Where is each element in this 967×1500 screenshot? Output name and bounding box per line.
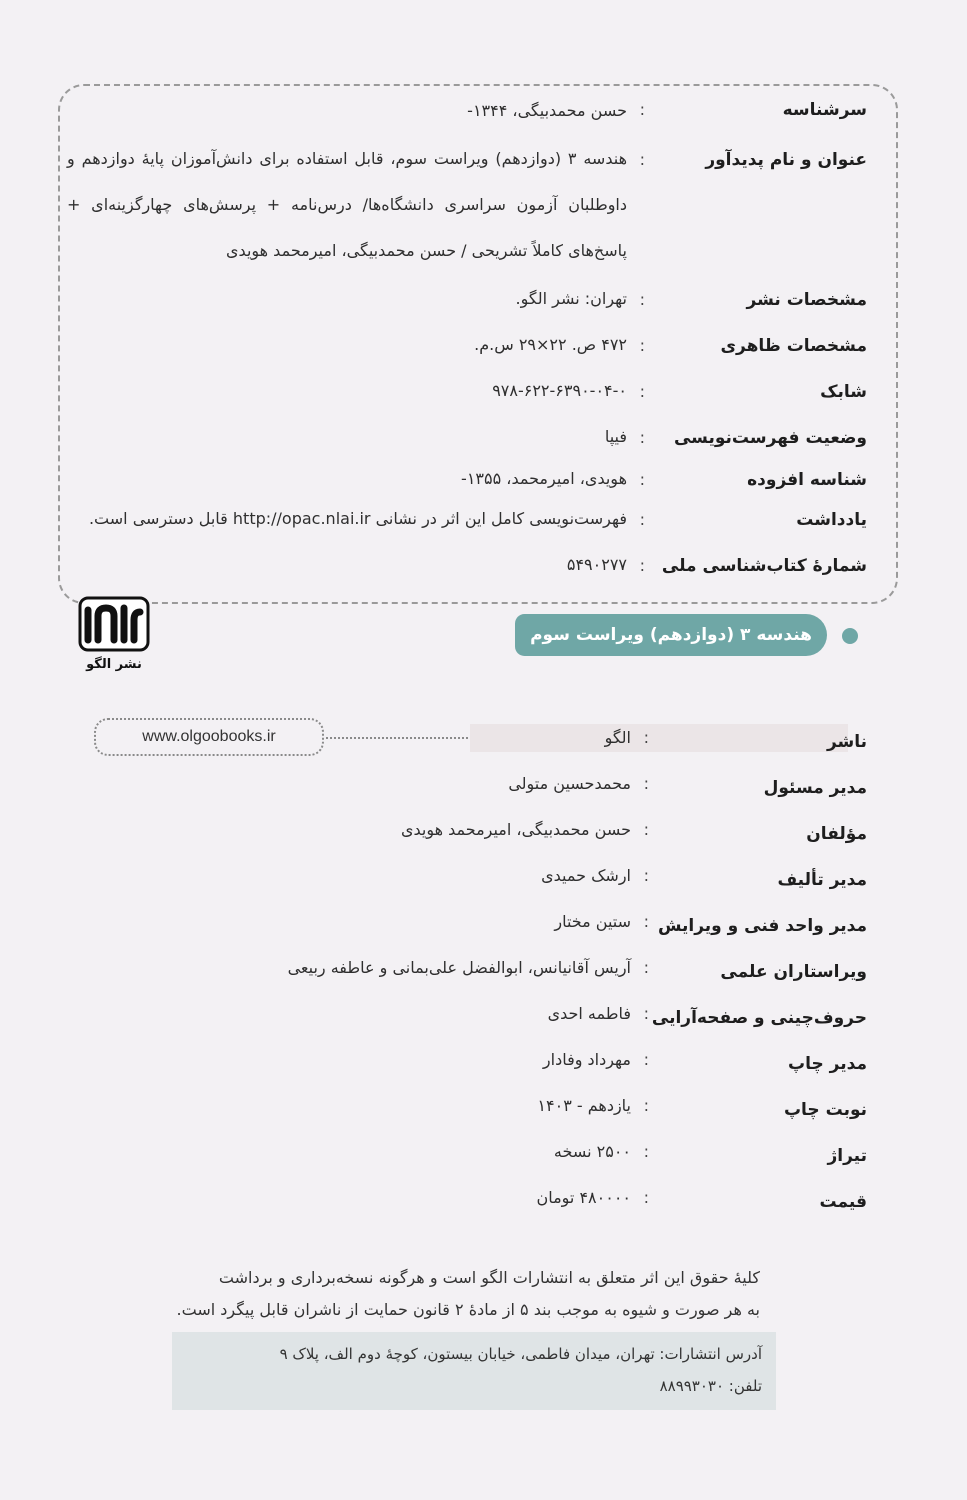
publisher-phone: تلفن: ۸۸۹۹۳۰۳۰: [659, 1377, 762, 1395]
catalog-colon: :: [639, 428, 645, 447]
pub-colon: :: [643, 866, 649, 885]
catalog-label: مشخصات ظاهری: [720, 336, 867, 356]
catalog-label: شناسه افزوده: [747, 470, 867, 490]
pub-label: مدیر تألیف: [777, 870, 867, 890]
catalog-colon: :: [639, 100, 645, 119]
pub-row-science-editors: [147, 956, 867, 996]
pub-colon: :: [643, 1050, 649, 1069]
pub-label: مدیر چاپ: [788, 1054, 867, 1074]
catalog-colon: :: [639, 556, 645, 575]
pub-value: حسن محمدبیگی، امیرمحمد هویدی: [400, 820, 631, 839]
pub-row-authors: [147, 818, 867, 858]
catalog-label: عنوان و نام پدیدآور: [705, 150, 867, 170]
pub-colon: :: [643, 820, 649, 839]
catalog-colon: :: [639, 336, 645, 355]
pub-row-price: [147, 1186, 867, 1226]
olgoo-logo-icon: [74, 594, 154, 674]
pub-label: ویراستاران علمی: [720, 962, 867, 982]
catalog-colon: :: [639, 150, 645, 169]
catalog-value: هویدی، امیرمحمد، ۱۳۵۵-: [461, 469, 627, 488]
copyright-line: به هر صورت و شیوه به موجب بند ۵ از مادهٔ ۲ قانون حمایت از ناشران قابل پیگرد است.: [176, 1300, 760, 1319]
catalog-colon: :: [639, 382, 645, 401]
pub-value: مهرداد وفادار: [542, 1050, 631, 1069]
pub-label: قیمت: [819, 1192, 867, 1212]
catalog-label: شابک: [820, 382, 867, 402]
pub-label: حروف‌چینی و صفحه‌آرایی: [651, 1008, 867, 1028]
pub-row-print-edition: [147, 1094, 867, 1134]
pub-value: ارشک حمیدی: [541, 866, 631, 885]
pub-row-publisher: [147, 726, 867, 766]
pub-colon: :: [643, 912, 649, 931]
pub-row-authoring-manager: [147, 864, 867, 904]
logo-text: نشر الگو: [86, 657, 142, 672]
pub-value: ۲۵۰۰ نسخه: [553, 1142, 631, 1161]
publisher-address-box: [172, 1332, 776, 1410]
pub-row-circulation: [147, 1140, 867, 1180]
pub-label: مؤلفان: [806, 824, 867, 844]
pub-value: یازدهم - ۱۴۰۳: [537, 1096, 631, 1115]
catalog-label: یادداشت: [796, 510, 867, 530]
catalog-label: مشخصات نشر: [746, 290, 867, 310]
catalog-label: وضعیت فهرست‌نویسی: [673, 428, 867, 448]
catalog-label: شمارهٔ کتاب‌شناسی ملی: [661, 556, 867, 576]
copyright-line: کلیهٔ حقوق این اثر متعلق به انتشارات الگو است و هرگونه نسخه‌برداری و برداشت: [218, 1268, 760, 1287]
catalog-value: ۵۴۹۰۲۷۷: [566, 555, 627, 574]
pub-value: ۴۸۰۰۰۰ تومان: [536, 1188, 631, 1207]
book-title-banner: [515, 614, 827, 656]
olgoo-logo: [74, 594, 154, 674]
title-bullet-icon: [842, 628, 858, 644]
catalog-value: هندسه ۳ (دوازدهم) ویراست سوم، قابل استفاده برای دانش‌آموزان پایهٔ دوازدهم و داوطلبان آزمون سراسری دانشگاه‌ها/ درس‌نامه + پرسش‌های چهارگزینه‌ای + پاسخ‌های کاملاً تشریحی / حسن محمدبیگی، امیرمحمد هویدی: [67, 149, 628, 260]
publisher-address: آدرس انتشارات: تهران، میدان فاطمی، خیابان بیستون، کوچهٔ دوم الف، پلاک ۹: [279, 1345, 762, 1363]
pub-colon: :: [643, 1096, 649, 1115]
catalog-value: ۴۷۲ ص. ۲۲×۲۹ س.م.: [474, 335, 627, 354]
catalog-row-heading: [67, 100, 867, 140]
pub-colon: :: [643, 1004, 649, 1023]
pub-row-typesetting: [147, 1002, 867, 1042]
catalog-colon: :: [639, 290, 645, 309]
catalog-value: تهران: نشر الگو.: [515, 289, 627, 308]
pub-label: مدیر واحد فنی و ویرایش: [657, 916, 867, 936]
pub-colon: :: [643, 1142, 649, 1161]
pub-label: تیراژ: [827, 1146, 867, 1166]
book-title: هندسه ۳ (دوازدهم) ویراست سوم: [530, 625, 812, 645]
pub-value: فاطمه احدی: [547, 1004, 631, 1023]
catalog-colon: :: [639, 470, 645, 489]
pub-value: الگو: [604, 728, 631, 747]
catalog-value: فهرست‌نویسی کامل این اثر در نشانی http://opac.nlai.ir قابل دسترسی است.: [88, 509, 627, 528]
copyright-notice: [140, 1262, 760, 1326]
pub-colon: :: [643, 1188, 649, 1207]
catalog-value: ۹۷۸-۶۲۲-۶۳۹۰-۰۴-۰: [492, 381, 627, 400]
catalog-value: حسن محمدبیگی، ۱۳۴۴-: [467, 101, 627, 120]
catalog-colon: :: [639, 510, 645, 529]
pub-value: ستین مختار: [554, 912, 631, 931]
pub-colon: :: [643, 728, 649, 747]
pub-label: مدیر مسئول: [763, 778, 867, 798]
pub-colon: :: [643, 958, 649, 977]
website-text: www.olgoobooks.ir: [142, 728, 276, 745]
catalog-row-title: [67, 144, 867, 284]
catalog-value: فیپا: [604, 427, 627, 446]
pub-label: نوبت چاپ: [783, 1100, 867, 1120]
pub-value: آریس آقانیانس، ابوالفضل علی‌بمانی و عاطفه ربیعی: [287, 958, 631, 977]
pub-row-technical-manager: [147, 910, 867, 950]
catalog-label: سرشناسه: [782, 100, 867, 120]
pub-colon: :: [643, 774, 649, 793]
pub-value: محمدحسین متولی: [508, 774, 631, 793]
pub-row-director: [147, 772, 867, 812]
pub-label: ناشر: [826, 732, 867, 752]
catalog-row-national-number: [67, 556, 867, 596]
pub-row-print-manager: [147, 1048, 867, 1088]
